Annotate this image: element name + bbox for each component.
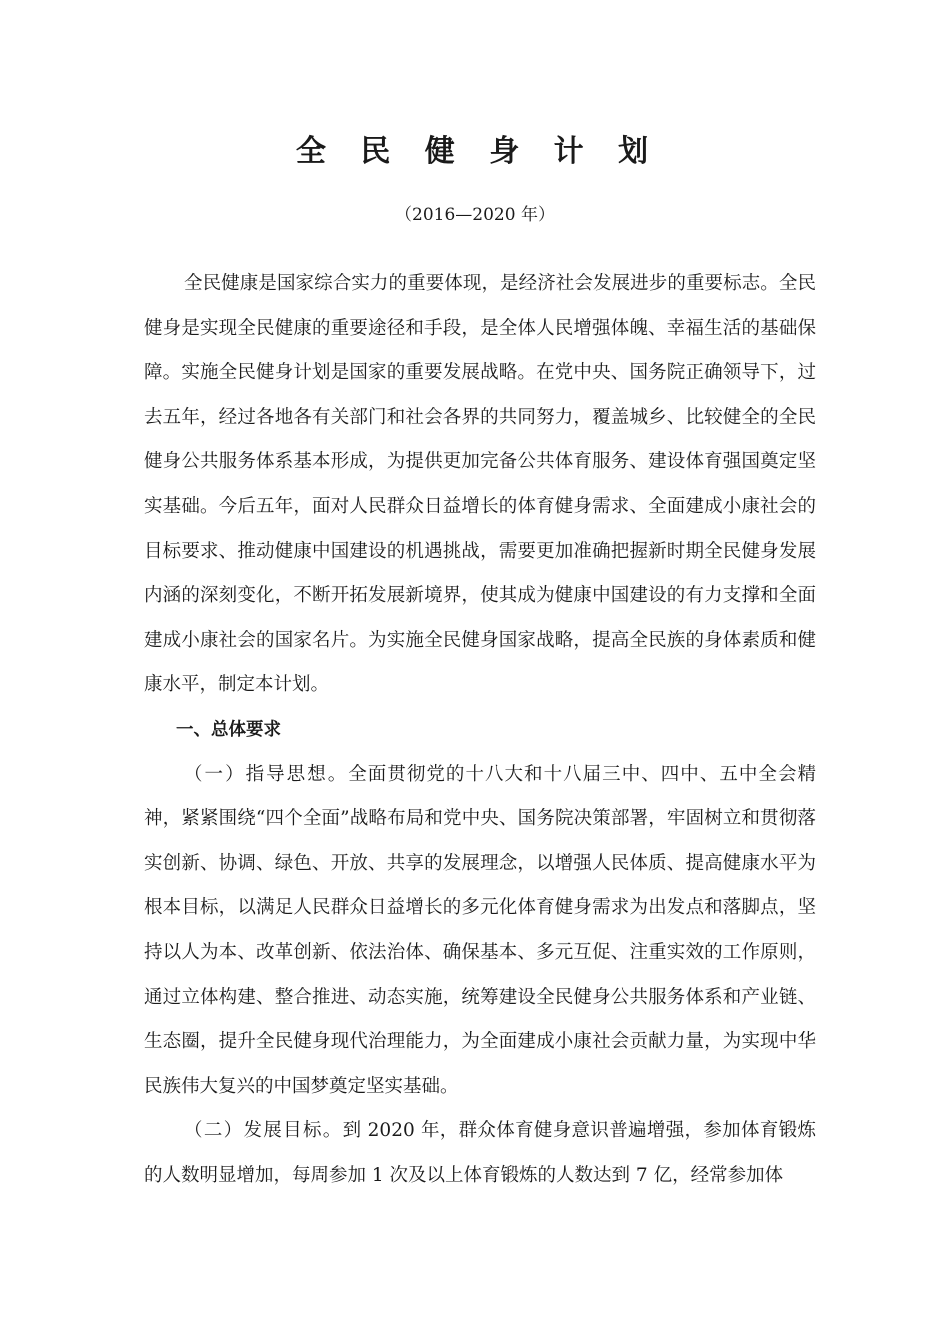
intro-paragraph: 全民健康是国家综合实力的重要体现，是经济社会发展进步的重要标志。全民健身是实现全民健康的重要途径和手段，是全体人民增强体魄、幸福生活的基础保障。实施全民健身计划是国家的重要发展战略。在党中央、国务院正确领导下，过去五年，经过各地各有关部门和社会各界的共同努力，覆盖城乡、比较健全的全民健身公共服务体系基本形成，为提供更加完备公共体育服务、建设体育强国奠定坚实基础。今后五年，面对人民群众日益增长的体育健身需求、全面建成小康社会的目标要求、推动健康中国建设的机遇挑战，需要更加准确把握新时期全民健身发展内涵的深刻变化，不断开拓发展新境界，使其成为健康中国建设的有力支撑和全面建成小康社会的国家名片。为实施全民健身国家战略，提高全民族的身体素质和健康水平，制定本计划。: [144, 273, 816, 696]
section-heading-general-requirements: 一、总体要求: [176, 719, 281, 740]
paragraph-lead-development-goals: （二）发展目标。: [184, 1120, 343, 1142]
guiding-thought-paragraph: [144, 753, 816, 1110]
paragraph-text-development-goals: 到 2020 年，群众体育健身意识普遍增强，参加体育锻炼的人数明显增加，每周参加 1 次及以上体育锻炼的人数达到 7 亿，经常参加体: [144, 1120, 816, 1186]
paragraph-lead-guiding-thought: （一）指导思想。: [184, 763, 349, 785]
document-subtitle: （2016—2020 年）: [395, 205, 555, 225]
document-body: [144, 262, 816, 1198]
development-goals-paragraph: [144, 1109, 816, 1198]
document-title: 全 民 健 身 计 划: [295, 134, 661, 169]
paragraph-text-guiding-thought: 全面贯彻党的十八大和十八届三中、四中、五中全会精神，紧紧围绕“四个全面”战略布局和党中央、国务院决策部署，牢固树立和贯彻落实创新、协调、绿色、开放、共享的发展理念，以增强人民体质、提高健康水平为根本目标，以满足人民群众日益增长的多元化体育健身需求为出发点和落脚点，坚持以人为本、改革创新、依法治体、确保基本、多元互促、注重实效的工作原则，通过立体构建、整合推进、动态实施，统筹建设全民健身公共服务体系和产业链、生态圈，提升全民健身现代治理能力，为全面建成小康社会贡献力量，为实现中华民族伟大复兴的中国梦奠定坚实基础。: [144, 763, 816, 1097]
